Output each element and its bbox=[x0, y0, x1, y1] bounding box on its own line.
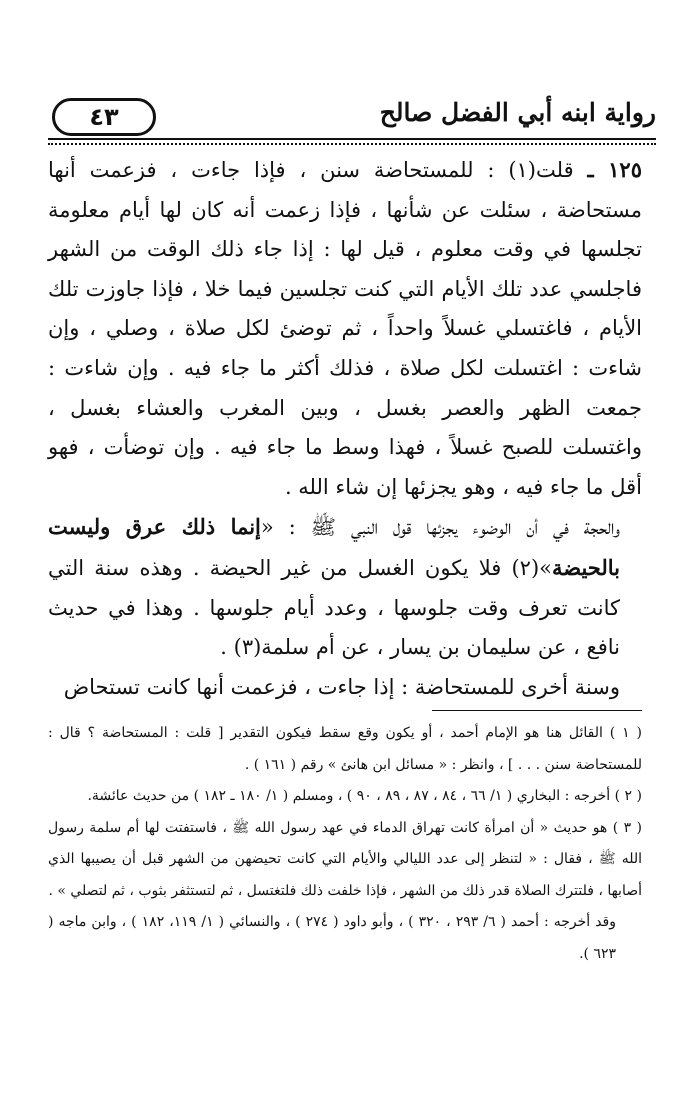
paragraph-another-sunna bbox=[48, 668, 642, 708]
page-number: ٤٣ bbox=[52, 98, 156, 136]
footnote-label: ( ١ ) bbox=[609, 725, 642, 741]
main-text bbox=[48, 150, 642, 707]
paragraph-text: وسنة أخرى للمستحاضة : إذا جاءت ، فزعمت أنها كانت تستحاض bbox=[63, 674, 620, 699]
footnote-label: ( ٢ ) bbox=[614, 788, 642, 804]
footnote-3-continuation bbox=[48, 907, 642, 970]
hadith-quote: إنما ذلك عرق وليست بالحيضة bbox=[48, 514, 620, 580]
paragraph-text: قلت(١) : للمستحاضة سنن ، فإذا جاءت ، فزعمت أنها مستحاضة ، سئلت عن شأنها ، فإذا زعمت أنه كان لها أيام معلومة تجلسها في وقت معلوم ، قيل لها : إذا جاء ذلك الوقت من الشهر فاجلسي عدد تلك الأيام التي كنت تجلسين فيما خلا ، فإذا جاوزت تلك الأيام ، فاغتسلي غسلاً واحداً ، ثم توضئ لكل صلاة ، وصلي ، وإن شاءت : اغتسلت لكل صلاة ، فذلك أكثر ما جاء فيه . وإن شاءت : جمعت الظهر والعصر بغسل ، وبين المغرب والعشاء بغسل ، واغتسلت للصبح غسلاً ، فهذا وسط ما جاء فيه . وإن توضأت ، فهو أقل ما جاء فيه ، وهو يجزئها إن شاء الله . bbox=[48, 158, 643, 499]
footnote-text: وقد أخرجه : أحمد ( ٦/ ٢٩٣ ، ٣٢٠ ) ، وأبو داود ( ٢٧٤ ) ، والنسائي ( ١/ ١١٩، ١٨٢ ) ، وابن ماجه ( ٦٢٣ ). bbox=[48, 914, 617, 962]
footnote-text: القائل هنا هو الإمام أحمد ، أو يكون وقع سقط فيكون التقدير [ قلت : المستحاضة ؟ قال : للمستحاضة سنن . . . ] ، وانظر : « مسائل ابن هانئ » رقم ( ١٦١ ) . bbox=[48, 725, 642, 773]
running-title: رواية ابنه أبي الفضل صالح bbox=[379, 98, 656, 127]
paragraph-evidence bbox=[48, 507, 642, 667]
header-rule bbox=[48, 138, 656, 145]
paragraph-125 bbox=[48, 150, 642, 507]
paragraph-number: ١٢٥ ـ bbox=[587, 157, 642, 182]
paragraph-text: والحجة في أن الوضوء يجزئها قول النبي ﷺ : « bbox=[260, 515, 621, 540]
footnote-text: هو حديث « أن امرأة كانت تهراق الدماء في عهد رسول الله ﷺ ، فاستفتت لها أم سلمة رسول الله ﷺ ، فقال : « لتنظر إلى عدد الليالي والأيام التي كانت تحيضهن من الشهر قبل أن يصيبها الذي أصابها ، فلتترك الصلاة قدر ذلك من الشهر ، فإذا خلفت ذلك فلتغتسل ، ثم لتستثفر بثوب ، ثم لتصلي » . bbox=[48, 819, 642, 899]
footnote-label: ( ٣ ) bbox=[612, 819, 643, 836]
footnote-1 bbox=[48, 718, 642, 781]
footnote-text: أخرجه : البخاري ( ١/ ٦٦ ، ٨٤ ، ٨٧ ، ٨٩ ، ٩٠ ) ، ومسلم ( ١/ ١٨٠ ـ ١٨٢ ) من حديث عائشة. bbox=[87, 788, 611, 804]
footnotes bbox=[48, 718, 642, 970]
footnote-3 bbox=[48, 813, 642, 908]
footnote-2 bbox=[48, 781, 642, 813]
footnote-separator bbox=[432, 710, 642, 711]
page-header bbox=[46, 96, 656, 138]
paragraph-text: »(٢) فلا يكون الغسل من غير الحيضة . وهذه سنة التي كانت تعرف وقت جلوسها ، وعدد أيام جلوسها . وهذا في حديث نافع ، عن سليمان بن يسار ، عن أم سلمة(٣) . bbox=[48, 555, 620, 660]
